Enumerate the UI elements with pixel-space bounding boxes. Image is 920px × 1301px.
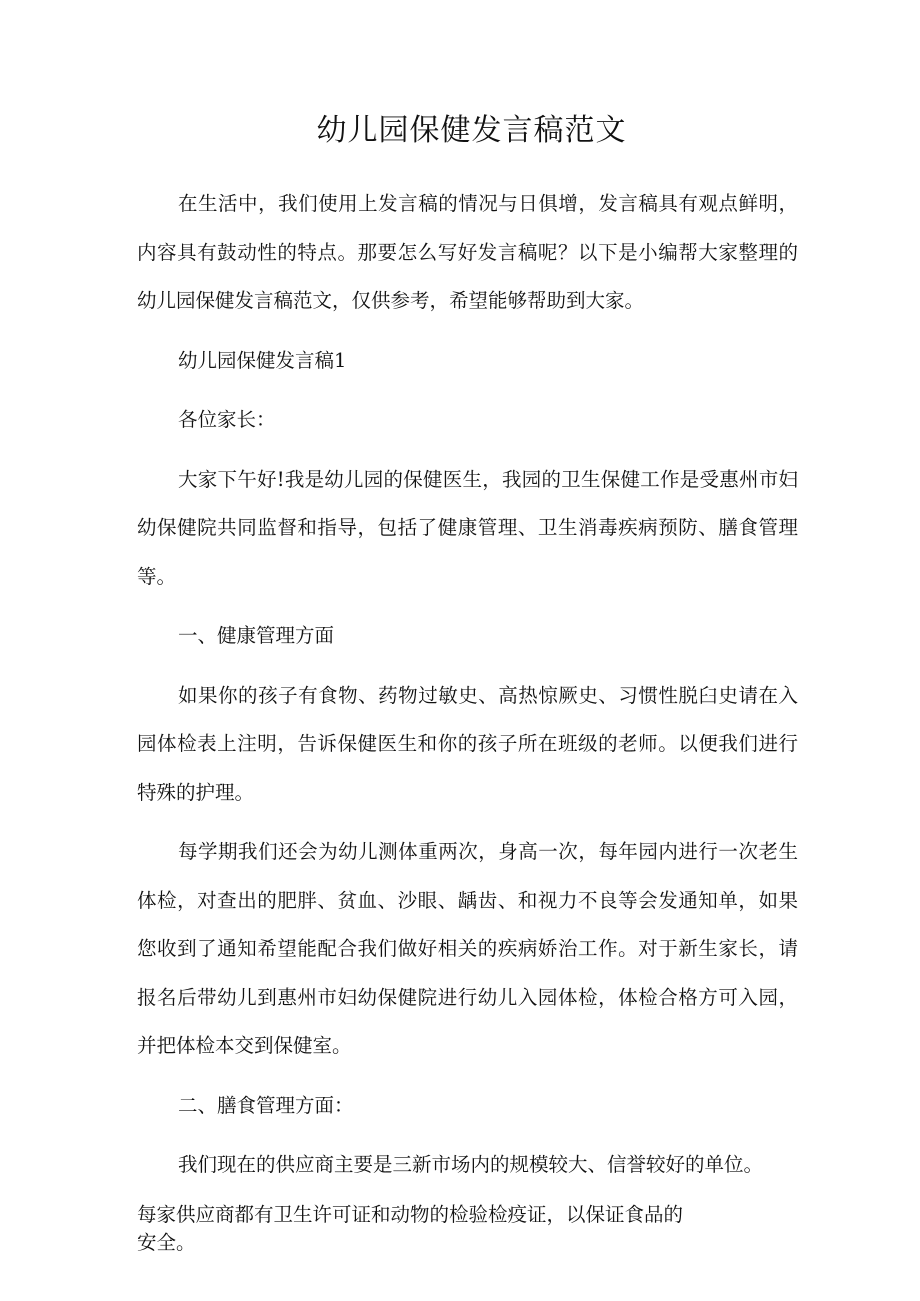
intro-paragraph: 在生活中，我们使用上发言稿的情况与日俱增，发言稿具有观点鲜明，内容具有鼓动性的特点。那要怎么写好发言稿呢？以下是小编帮大家整理的幼儿园保健发言稿范文，仅供参考，希望能够帮助到大家。 <box>137 192 798 312</box>
diet-management-heading: 二、膳食管理方面： <box>178 1093 354 1117</box>
diet-paragraph-suppliers: 我们现在的供应商主要是三新市场内的规模较大、信誉较好的单位。 <box>178 1153 764 1176</box>
diet-paragraph-certificates: 每家供应商都有卫生许可证和动物的检验检疫证，以保证食品的安全。 <box>137 1202 684 1254</box>
health-paragraph-checkup: 每学期我们还会为幼儿测体重两次，身高一次，每年园内进行一次老生体检，对查出的肥胖、贫血、沙眼、龋齿、和视力不良等会发通知单，如果您收到了通知希望能配合我们做好相关的疾病娇治工作。对于新生家长，请报名后带幼儿到惠州市妇幼保健院进行幼儿入园体检，体检合格方可入园，并把体检本交到保健室。 <box>137 840 798 1057</box>
opening-paragraph: 大家下午好!我是幼儿园的保健医生，我园的卫生保健工作是受惠州市妇幼保健院共同监督和指导，包括了健康管理、卫生消毒疾病预防、膳食管理等。 <box>137 467 798 588</box>
salutation: 各位家长： <box>178 408 276 431</box>
health-paragraph-allergy: 如果你的孩子有食物、药物过敏史、高热惊厥史、习惯性脱臼史请在入园体检表上注明，告诉保健医生和你的孩子所在班级的老师。以便我们进行特殊的护理。 <box>137 683 798 804</box>
health-management-heading: 一、健康管理方面 <box>178 624 335 647</box>
section-title: 幼儿园保健发言稿1 <box>178 348 347 372</box>
document-title: 幼儿园保健发言稿范文 <box>316 113 627 148</box>
